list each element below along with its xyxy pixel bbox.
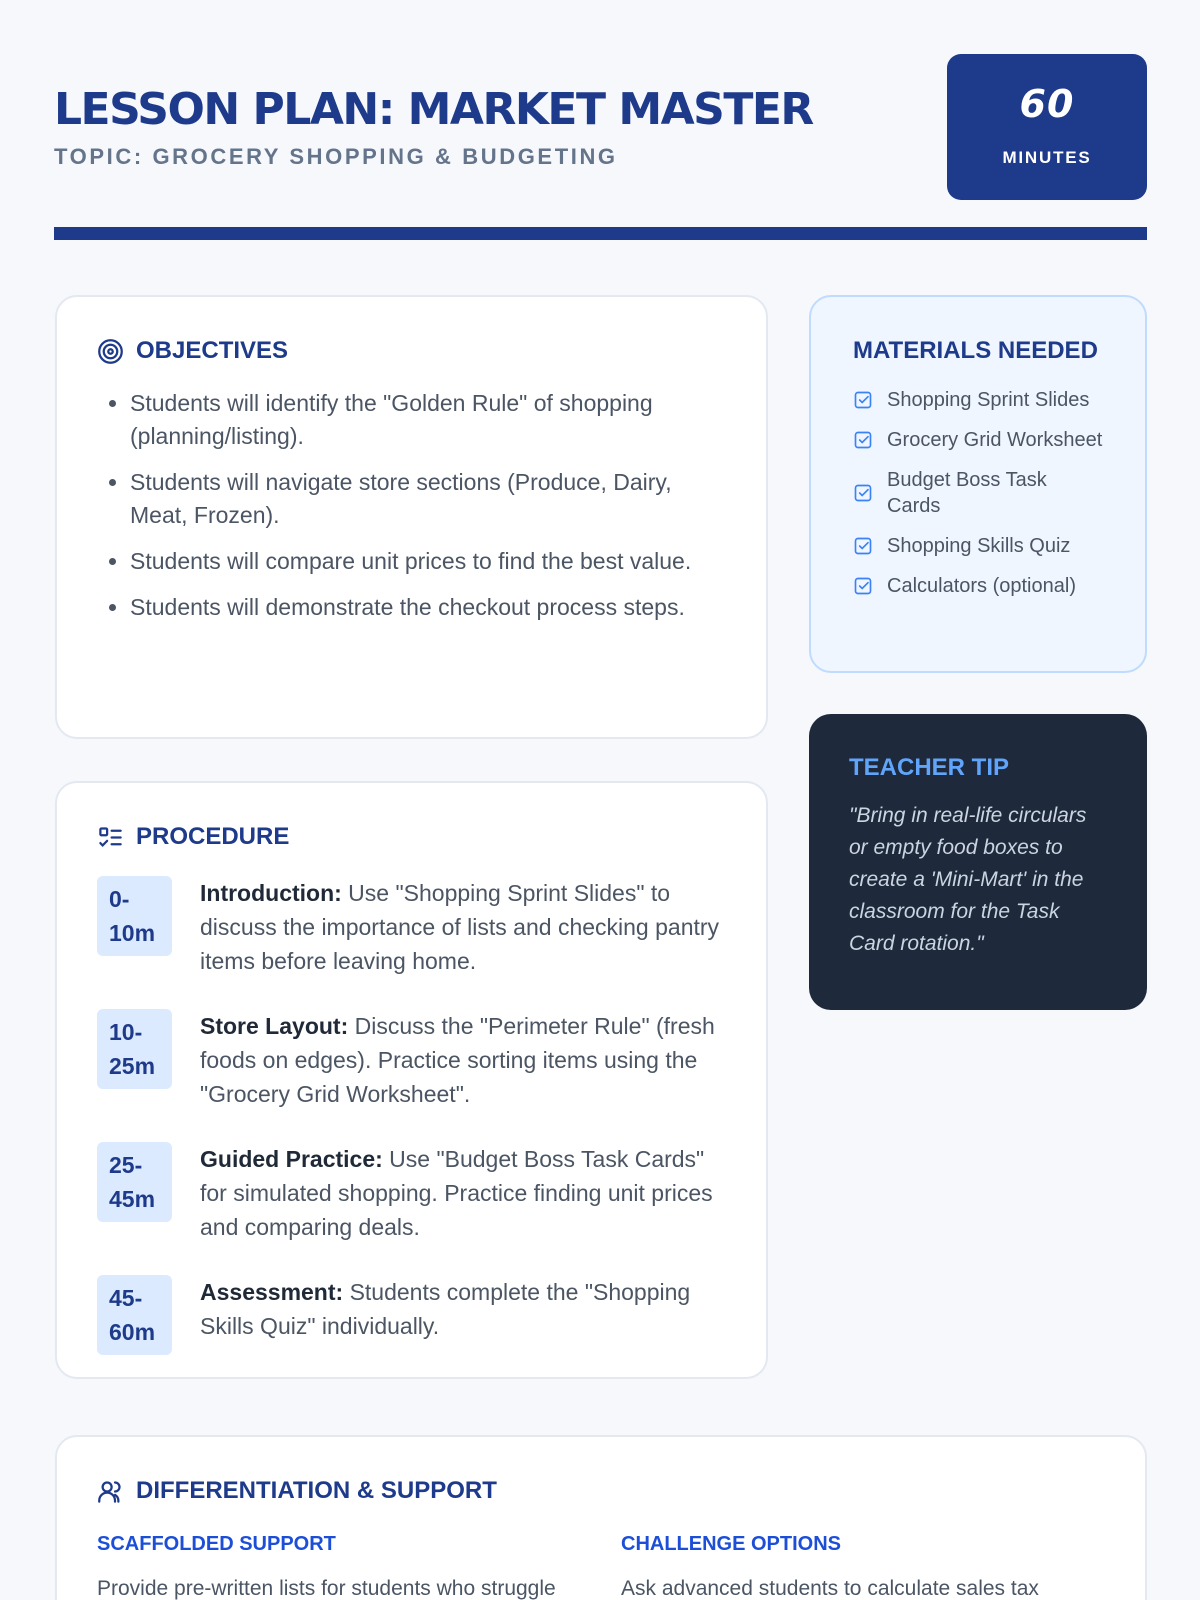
material-item: [853, 387, 1103, 413]
material-label: Grocery Grid Worksheet: [887, 429, 1103, 451]
step-time-badge: 0- 10m: [97, 876, 172, 956]
materials-title: MATERIALS NEEDED: [853, 337, 1098, 364]
material-label: Calculators (optional): [887, 575, 1076, 597]
differentiation-columns: [97, 1533, 1105, 1600]
tip-title: TEACHER TIP: [849, 754, 1010, 781]
procedure-step: [97, 1142, 726, 1244]
objectives-card: [55, 295, 768, 739]
objective-item: • Students will demonstrate the checkout process steps.: [130, 591, 726, 624]
material-label: Budget Boss Task Cards: [887, 469, 1047, 517]
checkbox-icon: [853, 390, 873, 410]
checklist-icon: [97, 824, 124, 851]
material-label: Shopping Sprint Slides: [887, 389, 1090, 411]
step-label: Assessment:: [200, 1279, 344, 1305]
column-text: Ask advanced students to calculate sales tax: [621, 1577, 1039, 1600]
material-label: Shopping Skills Quiz: [887, 535, 1071, 557]
differentiation-heading: [97, 1477, 1105, 1505]
topic-subtitle: TOPIC: GROCERY SHOPPING & BUDGETING: [54, 144, 618, 169]
materials-list: [853, 387, 1103, 599]
material-item: [853, 533, 1103, 559]
duration-badge: [947, 54, 1147, 200]
checkbox-icon: [853, 430, 873, 450]
step-text: Use "Shopping Sprint Slides" to discuss the importance of lists and checking pantry items before leaving home.: [200, 880, 720, 974]
tip-body: "Bring in real-life circulars or empty food boxes to create a 'Mini-Mart' in the classroom for the Task Card rotation.": [849, 804, 1087, 955]
differentiation-title: DIFFERENTIATION & SUPPORT: [136, 1477, 497, 1504]
step-description: [200, 876, 726, 978]
material-item: [853, 467, 1103, 519]
procedure-title: PROCEDURE: [136, 823, 290, 850]
duration-unit: MINUTES: [1002, 148, 1092, 167]
objective-item: • Students will compare unit prices to find the best value.: [130, 545, 726, 578]
target-icon: [97, 338, 124, 365]
procedure-card: [55, 781, 768, 1379]
procedure-step: [97, 1009, 726, 1111]
checkbox-icon: [853, 536, 873, 556]
step-text: Students complete the "Shopping Skills Quiz" individually.: [200, 1279, 691, 1339]
step-time-badge: 45- 60m: [97, 1275, 172, 1355]
step-description: [200, 1142, 726, 1244]
step-text: Discuss the "Perimeter Rule" (fresh foods on edges). Practice sorting items using the "Grocery Grid Worksheet".: [200, 1013, 715, 1107]
material-item: [853, 573, 1103, 599]
procedure-steps: [97, 876, 726, 1355]
header-divider: [54, 227, 1147, 240]
duration-value: 60: [1019, 82, 1075, 126]
step-text: Use "Budget Boss Task Cards" for simulated shopping. Practice finding unit prices and comparing deals.: [200, 1146, 713, 1240]
material-item: [853, 427, 1103, 453]
procedure-heading: [97, 823, 726, 851]
teacher-tip-card: [809, 714, 1147, 1010]
challenge-options-column: [621, 1533, 1105, 1600]
objectives-title: OBJECTIVES: [136, 337, 289, 364]
lesson-header: [54, 54, 1147, 240]
column-heading: CHALLENGE OPTIONS: [621, 1533, 842, 1555]
step-time-badge: 25- 45m: [97, 1142, 172, 1222]
objectives-heading: [97, 337, 726, 365]
objectives-list: [97, 387, 726, 624]
page-title: LESSON PLAN: MARKET MASTER: [54, 84, 813, 135]
step-time-badge: 10- 25m: [97, 1009, 172, 1089]
objective-item: • Students will identify the "Golden Rule" of shopping (planning/listing).: [130, 387, 726, 453]
column-text: Provide pre-written lists for students who struggle: [97, 1577, 556, 1600]
objective-item: • Students will navigate store sections (Produce, Dairy, Meat, Frozen).: [130, 466, 726, 532]
column-heading: SCAFFOLDED SUPPORT: [97, 1533, 336, 1555]
step-label: Guided Practice:: [200, 1146, 383, 1172]
differentiation-card: [55, 1435, 1147, 1600]
users-icon: [97, 1478, 124, 1505]
step-description: [200, 1009, 726, 1111]
step-label: Store Layout:: [200, 1013, 349, 1039]
scaffolded-support-column: [97, 1533, 581, 1600]
materials-card: [809, 295, 1147, 673]
checkbox-icon: [853, 576, 873, 596]
checkbox-icon: [853, 483, 873, 503]
procedure-step: [97, 876, 726, 978]
step-description: [200, 1275, 726, 1343]
procedure-step: [97, 1275, 726, 1355]
step-label: Introduction:: [200, 880, 342, 906]
